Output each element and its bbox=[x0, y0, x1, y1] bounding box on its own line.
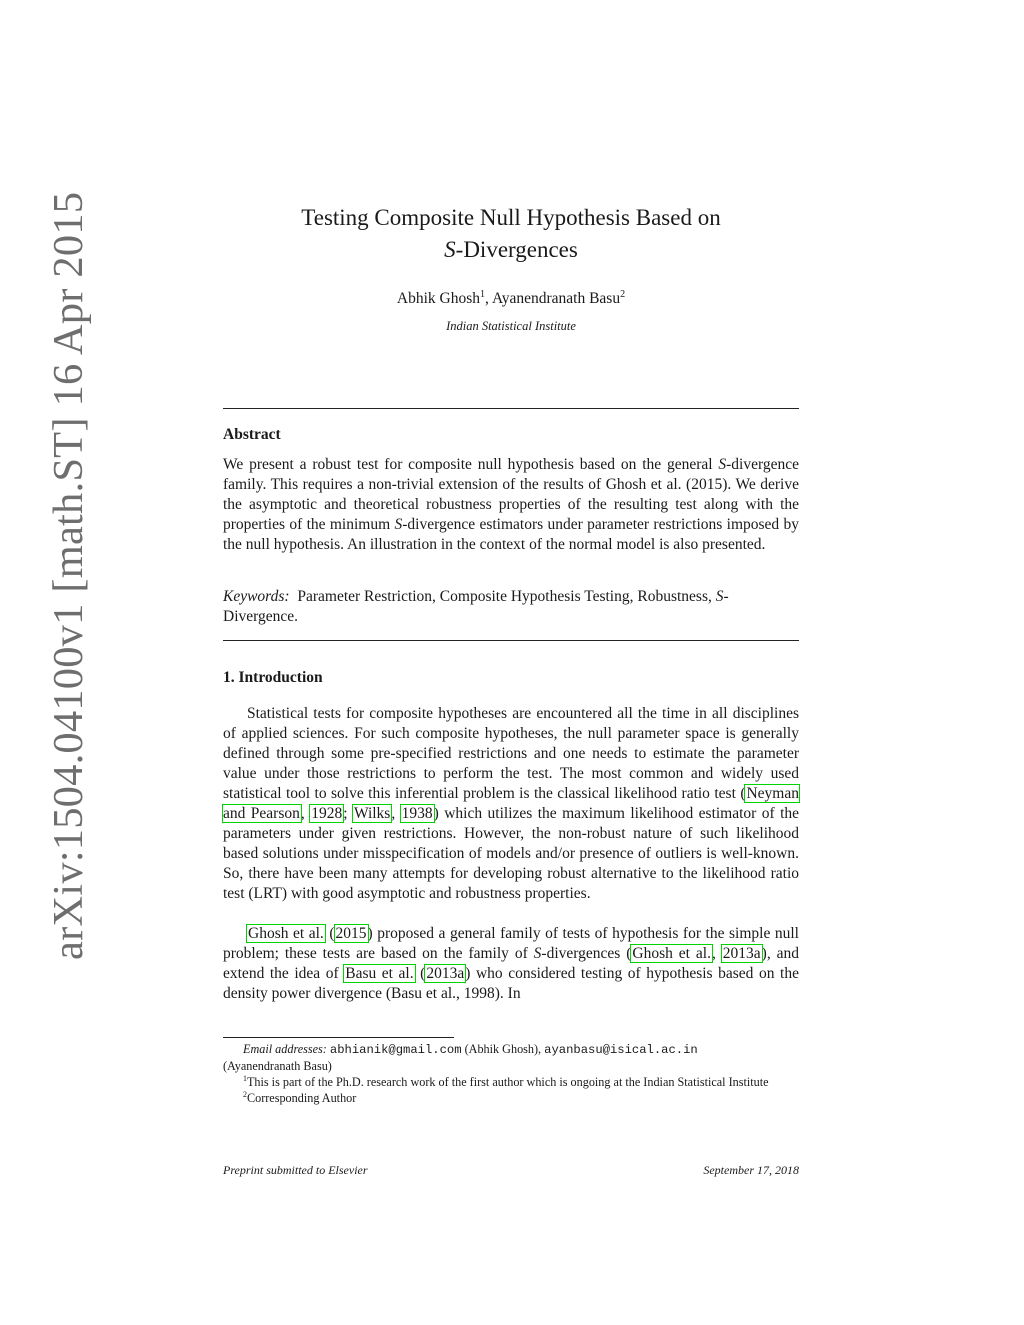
intro-paragraph-1 bbox=[223, 704, 799, 904]
citation-link[interactable]: 2015 bbox=[335, 925, 367, 942]
footnote-text: Corresponding Author bbox=[246, 1091, 357, 1105]
citation-link[interactable]: 1938 bbox=[401, 805, 433, 822]
body-text: ), and extend the idea of bbox=[223, 945, 799, 982]
citation-link[interactable]: Ghosh et al. bbox=[632, 945, 711, 962]
abstract-top-rule bbox=[223, 408, 799, 409]
author-list bbox=[200, 290, 822, 308]
title-line-1: Testing Composite Null Hypothesis Based on bbox=[301, 205, 721, 230]
abstract-text: -divergence family. This requires a non-trivial extension of the results of Ghosh et al. (2015). We derive the asymptotic and theoretical robustness properties of the resulting test along with the properties of the minimum bbox=[223, 456, 799, 533]
body-text: -divergences ( bbox=[541, 945, 632, 962]
citation-link[interactable]: 1928 bbox=[311, 805, 343, 822]
keywords bbox=[223, 587, 799, 627]
body-text: ) proposed a general family of tests of hypothesis for the simple null problem; these tests are based on the family of bbox=[223, 925, 799, 962]
title-line-2 bbox=[200, 234, 822, 266]
citation-link[interactable]: 2013a bbox=[426, 965, 465, 982]
section-heading-introduction: 1. Introduction bbox=[223, 669, 323, 686]
author-separator: , bbox=[485, 290, 492, 307]
footnote-rule bbox=[223, 1037, 454, 1038]
citation-link[interactable]: Wilks bbox=[353, 805, 391, 822]
email-link[interactable]: ayanbasu@isical.ac.in bbox=[544, 1043, 698, 1057]
affiliation: Indian Statistical Institute bbox=[446, 319, 576, 333]
email-owner: (Abhik Ghosh), bbox=[461, 1042, 545, 1056]
abstract-text: -divergence estimators under parameter restrictions imposed by the null hypothesis. An illustration in the context of the normal model is also presented. bbox=[223, 516, 799, 553]
author-name: Ayanendranath Basu bbox=[491, 290, 621, 307]
footnote-emails bbox=[223, 1041, 799, 1058]
footer-date: September 17, 2018 bbox=[703, 1163, 799, 1177]
footnote-mark: 1 bbox=[243, 1073, 247, 1083]
math-s: S bbox=[533, 945, 542, 962]
footnote-mark: 2 bbox=[243, 1089, 247, 1099]
citation-link[interactable]: Ghosh et al. bbox=[248, 925, 324, 942]
footnote-1 bbox=[223, 1074, 799, 1090]
paper-title bbox=[200, 202, 822, 266]
footnote-text: This is part of the Ph.D. research work of the first author which is ongoing at the Indian Statistical Institute bbox=[246, 1075, 769, 1089]
footnotes bbox=[223, 1041, 799, 1106]
body-text: ) which utilizes the maximum likelihood estimator of the parameters under given restrictions. However, the non-robust nature of such likelihood based solutions under misspecification of models and/or presence of outliers is well-known. So, there have been many attempts for developing robust alternative to the likelihood ratio test (LRT) with good asymptotic and robustness properties. bbox=[223, 805, 800, 902]
math-s: S bbox=[715, 588, 724, 605]
author-footnote-mark: 1 bbox=[480, 288, 486, 300]
abstract-text: We present a robust test for composite null hypothesis based on the general bbox=[223, 456, 719, 473]
footnote-2 bbox=[223, 1090, 799, 1106]
body-text: Statistical tests for composite hypotheses are encountered all the time in all disciplines of applied sciences. For such composite hypotheses, the null parameter space is generally defined through some pre-specified restrictions and one needs to estimate the parameter value under those restrictions to perform the test. The most common and widely used statistical tool to solve this inferential problem is the classical likelihood ratio test ( bbox=[223, 705, 799, 802]
abstract-heading: Abstract bbox=[223, 426, 281, 443]
math-s: S bbox=[394, 516, 403, 533]
citation-separator: ; bbox=[343, 805, 353, 822]
abstract-body bbox=[223, 455, 799, 555]
title-variable-s: S bbox=[444, 237, 456, 262]
email-label: Email addresses: bbox=[243, 1042, 327, 1056]
keywords-text: Parameter Restriction, Composite Hypothesis Testing, Robustness, bbox=[297, 588, 716, 605]
keywords-label: Keywords: bbox=[223, 588, 290, 605]
citation-link[interactable]: Basu et al. bbox=[345, 965, 414, 982]
citation-separator: , bbox=[711, 945, 722, 962]
citation-separator: ( bbox=[414, 965, 426, 982]
citation-separator: , bbox=[391, 805, 401, 822]
author-name: Abhik Ghosh bbox=[396, 290, 480, 307]
citation-link[interactable]: Neyman and Pearson bbox=[223, 785, 799, 822]
abstract-bottom-rule bbox=[223, 640, 799, 641]
footer-preprint-note: Preprint submitted to Elsevier bbox=[223, 1163, 368, 1177]
email-owner: (Ayanendranath Basu) bbox=[223, 1059, 332, 1073]
keywords-text: -Divergence. bbox=[223, 588, 729, 625]
math-s: S bbox=[718, 456, 727, 473]
arxiv-identifier-stamp: arXiv:1504.04100v1 [math.ST] 16 Apr 2015 bbox=[45, 191, 92, 960]
email-link[interactable]: abhianik@gmail.com bbox=[329, 1043, 462, 1057]
title-line-2-rest: -Divergences bbox=[455, 237, 578, 262]
author-footnote-mark: 2 bbox=[620, 288, 626, 300]
citation-link[interactable]: 2013a bbox=[722, 945, 761, 962]
citation-separator: ( bbox=[324, 925, 335, 942]
body-text: ) who considered testing of hypothesis based on the density power divergence (Basu et al., 1998). In bbox=[223, 965, 799, 1002]
citation-separator: , bbox=[300, 805, 311, 822]
intro-paragraph-2 bbox=[223, 924, 799, 1004]
